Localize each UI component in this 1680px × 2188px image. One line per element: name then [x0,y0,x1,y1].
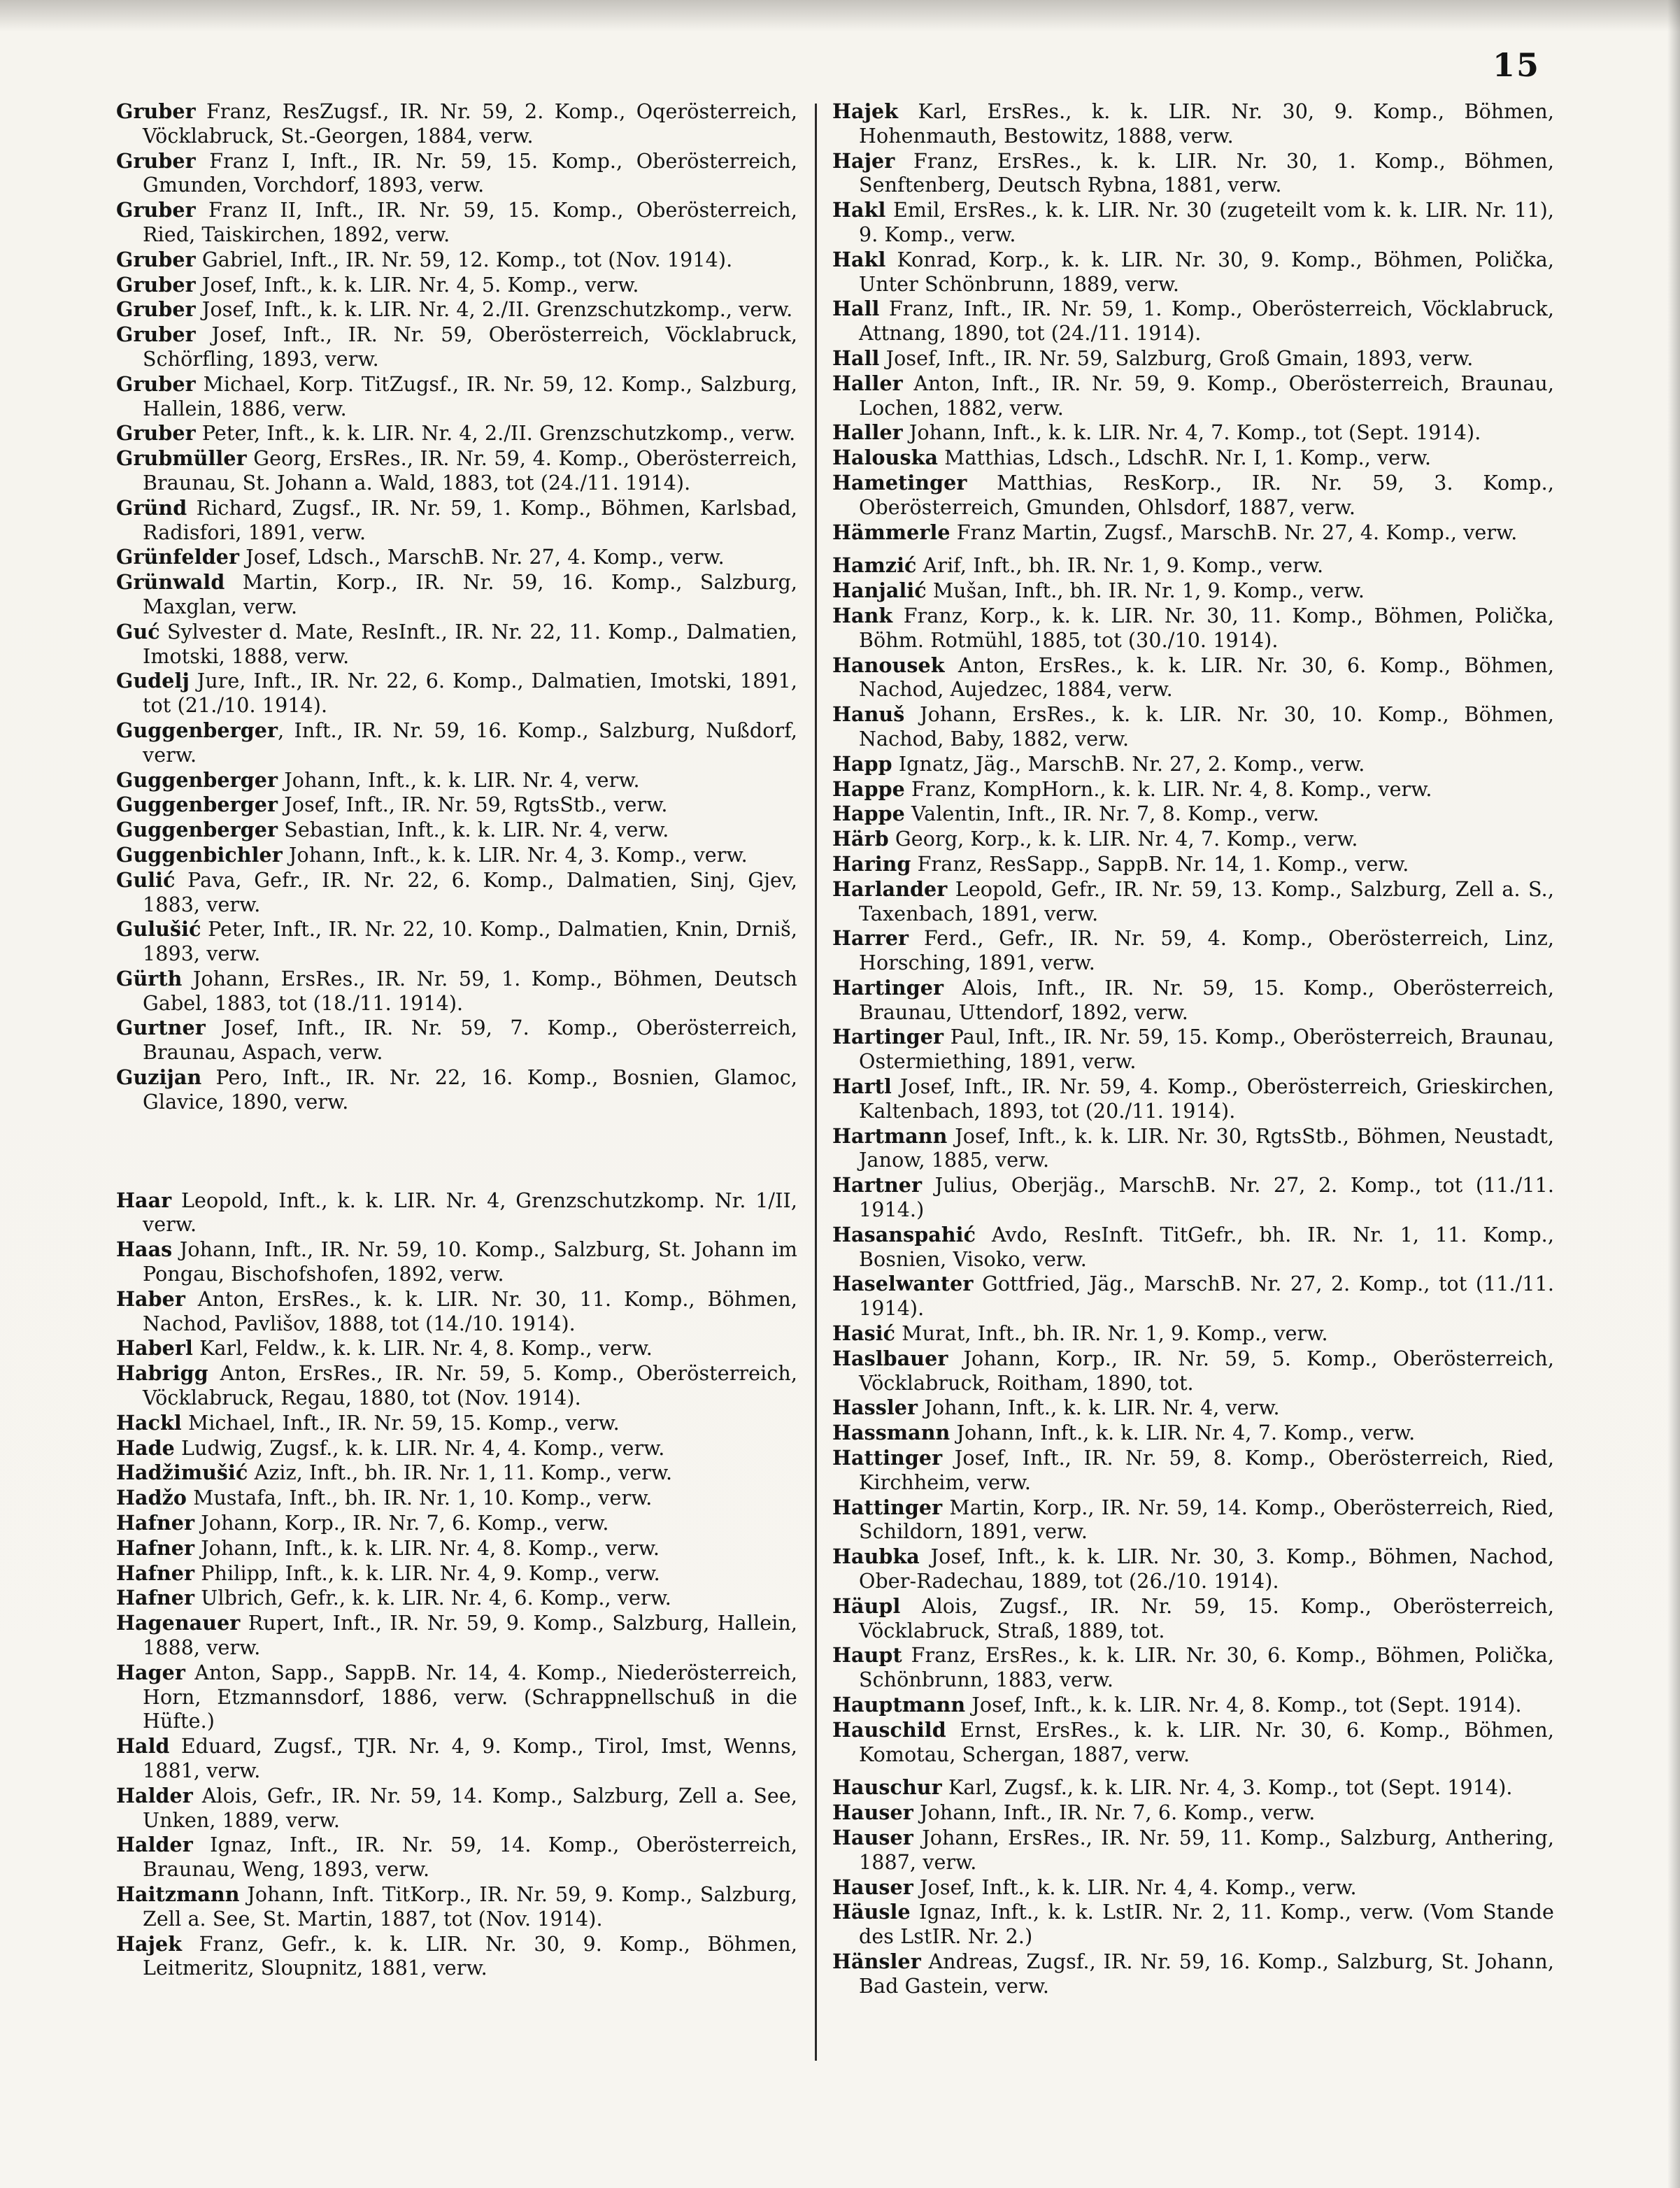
entry-surname: Happe [832,776,905,801]
entry-details: Karl, Zugsf., k. k. LIR. Nr. 4, 3. Komp., tot (Sept. 1914). [941,1776,1513,1800]
entry-details: Johann, Korp., IR. Nr. 7, 6. Komp., verw. [194,1512,609,1535]
entry-surname: Hagenauer [116,1611,241,1635]
entry-details: Franz Martin, Zugsf., MarschB. Nr. 27, 4. Komp., verw. [950,520,1518,544]
entry-details: Johann, Inft., IR. Nr. 7, 6. Komp., verw. [913,1801,1316,1825]
entry-details: Richard, Zugsf., IR. Nr. 59, 1. Komp., Böhmen, Karlsbad, Radisfori, 1891, verw. [143,496,797,544]
register-entry [832,1949,1554,1999]
entry-surname: Guggenberger [116,718,278,742]
register-entry [832,604,1554,653]
register-entry [832,1643,1554,1693]
entry-details: Johann, Inft., IR. Nr. 59, 10. Komp., Salzburg, St. Johann im Pongau, Bischofshofen, 1892, verw. [143,1238,797,1286]
entry-details: Ernst, ErsRes., k. k. LIR. Nr. 30, 6. Komp., Böhmen, Komotau, Schergan, 1887, verw. [859,1718,1554,1766]
entry-details: Sebastian, Inft., k. k. LIR. Nr. 4, verw. [278,818,669,842]
entry-details: Ferd., Gefr., IR. Nr. 59, 4. Komp., Oberösterreich, Linz, Horsching, 1891, verw. [859,927,1554,975]
entry-details: Josef, Inft., k. k. LIR. Nr. 4, 2./II. Grenzschutzkomp., verw. [195,298,793,322]
register-entry [116,421,797,446]
entry-surname: Hajer [832,148,895,173]
register-entry [116,967,797,1016]
register-entry [116,1486,797,1511]
entry-surname: Happe [832,802,905,826]
entry-details: Valentin, Inft., IR. Nr. 7, 8. Komp., verw. [904,802,1320,826]
entry-surname: Haas [116,1237,173,1262]
entry-surname: Guggenberger [116,793,278,817]
entry-surname: Gudelj [116,669,190,693]
entry-details: Karl, Feldw., k. k. LIR. Nr. 4, 8. Komp., verw. [192,1337,653,1361]
section-gap [116,1115,797,1188]
entry-details: Martin, Korp., IR. Nr. 59, 16. Komp., Salzburg, Maxglan, verw. [143,571,797,618]
entry-details: Franz, Gefr., k. k. LIR. Nr. 30, 9. Komp., Böhmen, Leitmeritz, Sloupnitz, 1881, verw. [143,1932,797,1980]
register-entry [832,471,1554,520]
register-entry [832,702,1554,752]
page-number: 15 [1492,46,1540,84]
entry-surname: Hajek [832,99,899,123]
entry-details: Anton, Sapp., SappB. Nr. 14, 4. Komp., Niederösterreich, Horn, Etzmannsdorf, 1886, verw. (Schrappnellschuß in die Hüfte.) [143,1661,797,1733]
scan-shadow [0,0,1680,32]
register-entry [832,1395,1554,1421]
scan-edge [1667,0,1680,2188]
entry-details: Alois, Zugsf., IR. Nr. 59, 15. Komp., Oberösterreich, Vöcklabruck, Straß, 1889, tot. [859,1594,1554,1642]
entry-surname: Hassler [832,1395,918,1420]
entry-surname: Hafner [116,1511,195,1535]
entry-surname: Grubmüller [116,446,247,471]
entry-surname: Hakl [832,247,886,271]
entry-details: , Inft., IR. Nr. 59, 16. Komp., Salzburg, Nußdorf, verw. [143,718,797,767]
entry-details: Karl, ErsRes., k. k. LIR. Nr. 30, 9. Komp., Böhmen, Hohenmauth, Bestowitz, 1888, verw. [859,100,1554,148]
register-entry [832,1875,1554,1901]
entry-surname: Hartl [832,1074,892,1099]
entry-surname: Halder [116,1783,193,1807]
entry-surname: Gründ [116,495,187,520]
entry-details: Johann, Inft., k. k. LIR. Nr. 4, 8. Komp., verw. [194,1536,660,1560]
register-entry [832,653,1554,703]
entry-surname: Hauser [832,1825,913,1849]
entry-surname: Hadžimušić [116,1461,248,1485]
register-entry [832,553,1554,578]
register-entry [116,1461,797,1486]
register-entry [832,248,1554,297]
entry-surname: Grünwald [116,570,225,595]
entry-details: Josef, Inft., k. k. LIR. Nr. 30, 3. Komp., Böhmen, Nachod, Ober-Radechau, 1889, tot (26./10. 1914). [859,1545,1554,1593]
entry-details: Murat, Inft., bh. IR. Nr. 1, 9. Komp., verw. [895,1322,1328,1346]
register-entry [116,248,797,273]
register-entry [116,620,797,669]
entry-details: Rupert, Inft., IR. Nr. 59, 9. Komp., Salzburg, Hallein, 1888, verw. [143,1612,797,1660]
entry-surname: Hall [832,297,880,321]
entry-details: Johann, Inft., k. k. LIR. Nr. 4, verw. [278,768,640,792]
entry-surname: Haselwanter [832,1272,974,1296]
register-entry [116,843,797,868]
entry-details: Johann, Korp., IR. Nr. 59, 5. Komp., Oberösterreich, Vöcklabruck, Roitham, 1890, tot. [859,1347,1554,1395]
register-entry [116,1016,797,1065]
register-entry [116,1611,797,1661]
entry-details: Josef, Inft., IR. Nr. 59, RgtsStb., verw. [278,793,668,817]
register-entry [832,149,1554,199]
entry-surname: Haubka [832,1544,920,1569]
register-entry [116,198,797,248]
entry-details: Martin, Korp., IR. Nr. 59, 14. Komp., Oberösterreich, Ried, Schildorn, 1891, verw. [859,1496,1554,1544]
entry-details: Johann, ErsRes., IR. Nr. 59, 1. Komp., Böhmen, Deutsch Gabel, 1883, tot (18./11. 1914). [143,967,797,1015]
entry-surname: Hauschild [832,1717,946,1742]
entry-details: Franz II, Inft., IR. Nr. 59, 15. Komp., Oberösterreich, Ried, Taiskirchen, 1892, verw. [143,199,797,246]
entry-surname: Hackl [116,1410,182,1435]
entry-details: Paul, Inft., IR. Nr. 59, 15. Komp., Oberösterreich, Braunau, Ostermiething, 1891, verw. [859,1025,1554,1074]
entry-details: Johann, Inft. TitKorp., IR. Nr. 59, 9. Komp., Salzburg, Zell a. See, St. Martin, 1887, tot (Nov. 1914). [143,1882,797,1931]
register-entry [832,420,1554,446]
entry-surname: Hametinger [832,470,967,495]
register-entry [832,1223,1554,1272]
entry-details: Pava, Gefr., IR. Nr. 22, 6. Komp., Dalmatien, Sinj, Gjev, 1883, verw. [143,868,797,916]
entry-details: Johann, Inft., k. k. LIR. Nr. 4, 7. Komp., tot (Sept. 1914). [902,421,1481,445]
register-entry [116,322,797,372]
entry-surname: Haslbauer [832,1346,948,1370]
entry-surname: Hänsler [832,1949,921,1973]
entry-surname: Hamzić [832,553,917,578]
entry-details: Franz, ResSapp., SappB. Nr. 14, 1. Komp., verw. [911,852,1409,876]
register-entry [116,1361,797,1411]
register-entry [832,1446,1554,1496]
entry-surname: Gruber [116,148,196,173]
entry-details: Sylvester d. Mate, ResInft., IR. Nr. 22, 11. Komp., Dalmatien, Imotski, 1888, verw. [143,620,797,668]
register-entry [116,793,797,818]
entry-surname: Gruber [116,371,196,396]
entry-surname: Gurtner [116,1016,206,1040]
entry-surname: Harrer [832,926,909,951]
entry-surname: Hafner [116,1561,195,1585]
register-entry [832,827,1554,852]
register-entry [116,1932,797,1982]
register-entry [832,877,1554,927]
entry-surname: Haupt [832,1643,902,1668]
register-entry [116,496,797,546]
entry-details: Leopold, Gefr., IR. Nr. 59, 13. Komp., Salzburg, Zell a. S., Taxenbach, 1891, verw. [859,877,1554,925]
entry-surname: Hämmerle [832,520,951,544]
entry-details: Michael, Korp. TitZugsf., IR. Nr. 59, 12. Komp., Salzburg, Hallein, 1886, verw. [143,372,797,420]
entry-surname: Hauser [832,1875,913,1899]
entry-details: Ulbrich, Gefr., k. k. LIR. Nr. 4, 6. Komp., verw. [194,1586,671,1610]
entry-details: Franz, ResZugsf., IR. Nr. 59, 2. Komp., Oqerösterreich, Vöcklabruck, St.-Georgen, 1884, verw. [143,100,797,148]
register-entry [116,570,797,620]
register-entry [832,802,1554,827]
register-entry [832,1321,1554,1347]
register-entry [116,1784,797,1833]
entry-surname: Halouska [832,446,939,470]
entry-details: Gabriel, Inft., IR. Nr. 59, 12. Komp., tot (Nov. 1914). [195,248,733,271]
entry-surname: Gruber [116,99,196,123]
register-entry [832,1800,1554,1826]
entry-details: Anton, ErsRes., IR. Nr. 59, 5. Komp., Oberösterreich, Vöcklabruck, Regau, 1880, tot (Nov. 1914). [143,1362,797,1410]
register-entry [832,1900,1554,1949]
register-entry [116,1536,797,1561]
register-entry [116,868,797,918]
entry-details: Matthias, ResKorp., IR. Nr. 59, 3. Komp., Oberösterreich, Gmunden, Ohlsdorf, 1887, verw. [859,471,1554,519]
register-entry [116,1882,797,1932]
register-entry [116,1511,797,1536]
entry-details: Josef, Inft., k. k. LIR. Nr. 4, 8. Komp., tot (Sept. 1914). [965,1693,1522,1717]
entry-details: Ignaz, Inft., k. k. LstIR. Nr. 2, 11. Komp., verw. (Vom Stande des LstIR. Nr. 2.) [859,1901,1554,1949]
register-entry [116,1734,797,1784]
register-entry [116,818,797,843]
entry-details: Josef, Ldsch., MarschB. Nr. 27, 4. Komp., verw. [239,546,725,569]
entry-details: Alois, Gefr., IR. Nr. 59, 14. Komp., Salzburg, Zell a. See, Unken, 1889, verw. [143,1784,797,1832]
entry-details: Eduard, Zugsf., TJR. Nr. 4, 9. Komp., Tirol, Imst, Wenns, 1881, verw. [143,1735,797,1782]
entry-surname: Guć [116,619,160,644]
entry-surname: Gulušić [116,917,201,942]
entry-details: Gottfried, Jäg., MarschB. Nr. 27, 2. Komp., tot (11./11. 1914). [859,1272,1554,1321]
register-entry [832,1496,1554,1545]
entry-surname: Happ [832,751,892,776]
entry-surname: Hall [832,346,880,370]
entry-details: Johann, Inft., k. k. LIR. Nr. 4, 7. Komp., verw. [950,1421,1416,1445]
entry-surname: Guggenberger [116,767,278,792]
register-entry [116,273,797,298]
entry-details: Peter, Inft., k. k. LIR. Nr. 4, 2./II. Grenzschutzkomp., verw. [195,422,796,446]
register-entry [832,1272,1554,1321]
entry-details: Franz, KompHorn., k. k. LIR. Nr. 4, 8. Komp., verw. [904,777,1432,801]
entry-surname: Hasić [832,1321,896,1346]
register-entry [116,1411,797,1436]
entry-surname: Grünfelder [116,545,240,569]
register-entry [832,1826,1554,1875]
entry-details: Georg, ErsRes., IR. Nr. 59, 4. Komp., Oberösterreich, Braunau, St. Johann a. Wald, 1883, tot (24./11. 1914). [143,447,797,495]
entry-surname: Guggenberger [116,818,278,842]
entry-details: Josef, Inft., k. k. LIR. Nr. 4, 4. Komp., verw. [913,1875,1357,1899]
entry-details: Johann, ErsRes., IR. Nr. 59, 11. Komp., Salzburg, Anthering, 1887, verw. [859,1826,1554,1874]
entry-details: Franz I, Inft., IR. Nr. 59, 15. Komp., Oberösterreich, Gmunden, Vorchdorf, 1893, verw. [143,149,797,197]
register-entry [116,917,797,967]
entry-surname: Hasanspahić [832,1222,976,1246]
entry-surname: Haitzmann [116,1882,240,1906]
entry-surname: Häusle [832,1900,911,1924]
entry-surname: Härb [832,827,889,851]
register-entry [116,1586,797,1611]
entry-details: Anton, ErsRes., k. k. LIR. Nr. 30, 11. Komp., Böhmen, Nachod, Pavlišov, 1888, tot (14./10. 1914). [143,1287,797,1335]
entry-surname: Hartmann [832,1123,948,1148]
register-entry [116,372,797,422]
register-entry [116,1065,797,1115]
entry-surname: Hartner [832,1173,923,1198]
entry-details: Anton, Inft., IR. Nr. 59, 9. Komp., Oberösterreich, Braunau, Lochen, 1882, verw. [859,371,1554,420]
register-entry [116,1287,797,1337]
entry-details: Josef, Inft., IR. Nr. 59, Oberösterreich, Vöcklabruck, Schörfling, 1893, verw. [143,323,797,371]
register-entry [116,446,797,496]
register-entry [116,718,797,768]
entry-surname: Hanousek [832,653,945,677]
entry-details: Franz, ErsRes., k. k. LIR. Nr. 30, 1. Komp., Böhmen, Senftenberg, Deutsch Rybna, 1881, verw. [859,149,1554,197]
register-entry [116,1436,797,1461]
register-entry [832,1775,1554,1800]
entry-surname: Gruber [116,297,196,322]
register-entry [832,1074,1554,1124]
entry-details: Mustafa, Inft., bh. IR. Nr. 1, 10. Komp., verw. [187,1486,653,1510]
register-entry [832,578,1554,604]
entry-surname: Gruber [116,247,196,271]
register-entry [832,1173,1554,1223]
column-divider [815,104,817,2061]
register-entry [116,1188,797,1238]
entry-details: Anton, ErsRes., k. k. LIR. Nr. 30, 6. Komp., Böhmen, Nachod, Aujedzec, 1884, verw. [859,653,1554,702]
entry-details: Konrad, Korp., k. k. LIR. Nr. 30, 9. Komp., Böhmen, Polička, Unter Schönbrunn, 1889, verw. [859,248,1554,296]
register-entry [832,1421,1554,1446]
entry-surname: Hassmann [832,1421,951,1445]
entry-details: Mušan, Inft., bh. IR. Nr. 1, 9. Komp., verw. [926,579,1365,603]
entry-details: Josef, Inft., k. k. LIR. Nr. 30, RgtsStb., Böhmen, Neustadt, Janow, 1885, verw. [859,1124,1554,1172]
entry-details: Josef, Inft., IR. Nr. 59, 4. Komp., Oberösterreich, Grieskirchen, Kaltenbach, 1893, tot (20./11. 1914). [859,1075,1554,1123]
entry-details: Leopold, Inft., k. k. LIR. Nr. 4, Grenzschutzkomp. Nr. 1/II, verw. [143,1188,797,1237]
register-entry [116,1833,797,1882]
entry-surname: Harlander [832,876,948,901]
entry-surname: Hartinger [832,1025,944,1049]
entry-details: Johann, ErsRes., k. k. LIR. Nr. 30, 10. Komp., Böhmen, Nachod, Baby, 1882, verw. [859,703,1554,751]
entry-surname: Gruber [116,322,196,347]
entry-details: Michael, Inft., IR. Nr. 59, 15. Komp., verw. [181,1411,620,1435]
entry-details: Philipp, Inft., k. k. LIR. Nr. 4, 9. Komp., verw. [194,1561,660,1585]
entry-details: Peter, Inft., IR. Nr. 22, 10. Komp., Dalmatien, Knin, Drniš, 1893, verw. [143,918,797,966]
entry-surname: Hanuš [832,702,905,727]
register-entry [116,1336,797,1361]
entry-details: Josef, Inft., k. k. LIR. Nr. 4, 5. Komp., verw. [195,273,639,297]
entry-details: Johann, Inft., k. k. LIR. Nr. 4, verw. [918,1396,1280,1420]
right-column [832,99,1554,1999]
entry-details: Franz, Inft., IR. Nr. 59, 1. Komp., Oberösterreich, Vöcklabruck, Attnang, 1890, tot (24./11. 1914). [859,297,1554,346]
entry-surname: Gruber [116,198,196,222]
entry-surname: Gürth [116,966,183,990]
register-entry [832,446,1554,471]
entry-surname: Häupl [832,1593,901,1618]
register-entry [832,1025,1554,1074]
entry-surname: Hartinger [832,975,944,1000]
entry-surname: Habrigg [116,1361,208,1386]
register-entry [832,926,1554,976]
register-entry [116,1661,797,1734]
entry-details: Ludwig, Zugsf., k. k. LIR. Nr. 4, 4. Komp., verw. [174,1436,665,1460]
register-entry [832,1124,1554,1174]
entry-surname: Halder [116,1833,193,1857]
entry-surname: Guggenbichler [116,842,283,867]
entry-surname: Hauschur [832,1775,942,1800]
entry-details: Johann, Inft., k. k. LIR. Nr. 4, 3. Komp., verw. [282,843,748,867]
entry-surname: Hajek [116,1931,183,1956]
register-entry [116,149,797,199]
register-entry [832,99,1554,149]
entry-details: Josef, Inft., IR. Nr. 59, 7. Komp., Oberösterreich, Braunau, Aspach, verw. [143,1016,797,1065]
register-entry [832,777,1554,802]
entry-surname: Haberl [116,1336,193,1361]
entry-details: Arif, Inft., bh. IR. Nr. 1, 9. Komp., verw. [916,554,1324,578]
register-entry [116,768,797,793]
entry-surname: Haring [832,851,911,876]
entry-surname: Hafner [116,1535,195,1560]
register-entry [832,297,1554,346]
register-entry [116,297,797,322]
entry-surname: Hadžo [116,1486,187,1510]
entry-surname: Hald [116,1734,170,1759]
register-entry [832,1693,1554,1718]
entry-surname: Hager [116,1660,185,1684]
entry-details: Ignaz, Inft., IR. Nr. 59, 14. Komp., Oberösterreich, Braunau, Weng, 1893, verw. [143,1833,797,1882]
entry-details: Ignatz, Jäg., MarschB. Nr. 27, 2. Komp., verw. [892,752,1365,776]
entry-details: Franz, Korp., k. k. LIR. Nr. 30, 11. Komp., Böhmen, Polička, Böhm. Rotmühl, 1885, tot (30./10. 1914). [859,604,1554,652]
entry-surname: Haller [832,371,903,395]
entry-surname: Hauser [832,1800,913,1825]
entry-details: Julius, Oberjäg., MarschB. Nr. 27, 2. Komp., tot (11./11. 1914.) [859,1174,1554,1222]
entry-surname: Hakl [832,198,886,222]
entry-surname: Hauptmann [832,1693,966,1717]
register-entry [832,852,1554,877]
entry-details: Avdo, ResInft. TitGefr., bh. IR. Nr. 1, 11. Komp., Bosnien, Visoko, verw. [859,1223,1554,1271]
entry-surname: Gruber [116,272,196,297]
entry-surname: Gulić [116,867,176,892]
register-entry [116,1561,797,1586]
entry-details: Josef, Inft., IR. Nr. 59, Salzburg, Groß Gmain, 1893, verw. [879,346,1474,370]
entry-surname: Hattinger [832,1446,943,1470]
register-entry [116,99,797,149]
entry-surname: Haber [116,1286,185,1311]
register-entry [832,752,1554,777]
entry-surname: Hattinger [832,1495,943,1519]
register-entry [832,198,1554,248]
register-entry [832,371,1554,421]
entry-surname: Hanjalić [832,578,927,603]
entry-surname: Hank [832,603,893,627]
left-column [116,99,797,1981]
register-entry [832,1347,1554,1396]
register-entry [116,1237,797,1287]
entry-details: Matthias, Ldsch., LdschR. Nr. I, 1. Komp., verw. [938,446,1432,470]
register-entry [832,1718,1554,1768]
register-entry [832,346,1554,371]
entry-surname: Haar [116,1188,172,1212]
register-entry [832,520,1554,546]
entry-details: Georg, Korp., k. k. LIR. Nr. 4, 7. Komp., verw. [888,827,1358,851]
entry-details: Josef, Inft., IR. Nr. 59, 8. Komp., Oberösterreich, Ried, Kirchheim, verw. [859,1447,1554,1494]
entry-surname: Guzijan [116,1065,202,1090]
entry-details: Alois, Inft., IR. Nr. 59, 15. Komp., Oberösterreich, Braunau, Uttendorf, 1892, verw. [859,976,1554,1024]
register-entry [832,1544,1554,1594]
entry-details: Emil, ErsRes., k. k. LIR. Nr. 30 (zugeteilt vom k. k. LIR. Nr. 11), 9. Komp., verw. [859,199,1554,246]
register-entry [832,1594,1554,1644]
entry-surname: Haller [832,420,903,445]
entry-details: Pero, Inft., IR. Nr. 22, 16. Komp., Bosnien, Glamoc, Glavice, 1890, verw. [143,1066,797,1114]
register-entry [832,976,1554,1025]
entry-surname: Hade [116,1435,175,1460]
entry-surname: Gruber [116,421,196,446]
entry-details: Andreas, Zugsf., IR. Nr. 59, 16. Komp., Salzburg, St. Johann, Bad Gastein, verw. [859,1949,1554,1998]
entry-details: Franz, ErsRes., k. k. LIR. Nr. 30, 6. Komp., Böhmen, Polička, Schönbrunn, 1883, verw. [859,1644,1554,1692]
register-entry [116,669,797,718]
entry-details: Jure, Inft., IR. Nr. 22, 6. Komp., Dalmatien, Imotski, 1891, tot (21./10. 1914). [143,669,797,718]
entry-details: Aziz, Inft., bh. IR. Nr. 1, 11. Komp., verw. [248,1461,673,1485]
entry-surname: Hafner [116,1586,195,1610]
register-entry [116,545,797,570]
